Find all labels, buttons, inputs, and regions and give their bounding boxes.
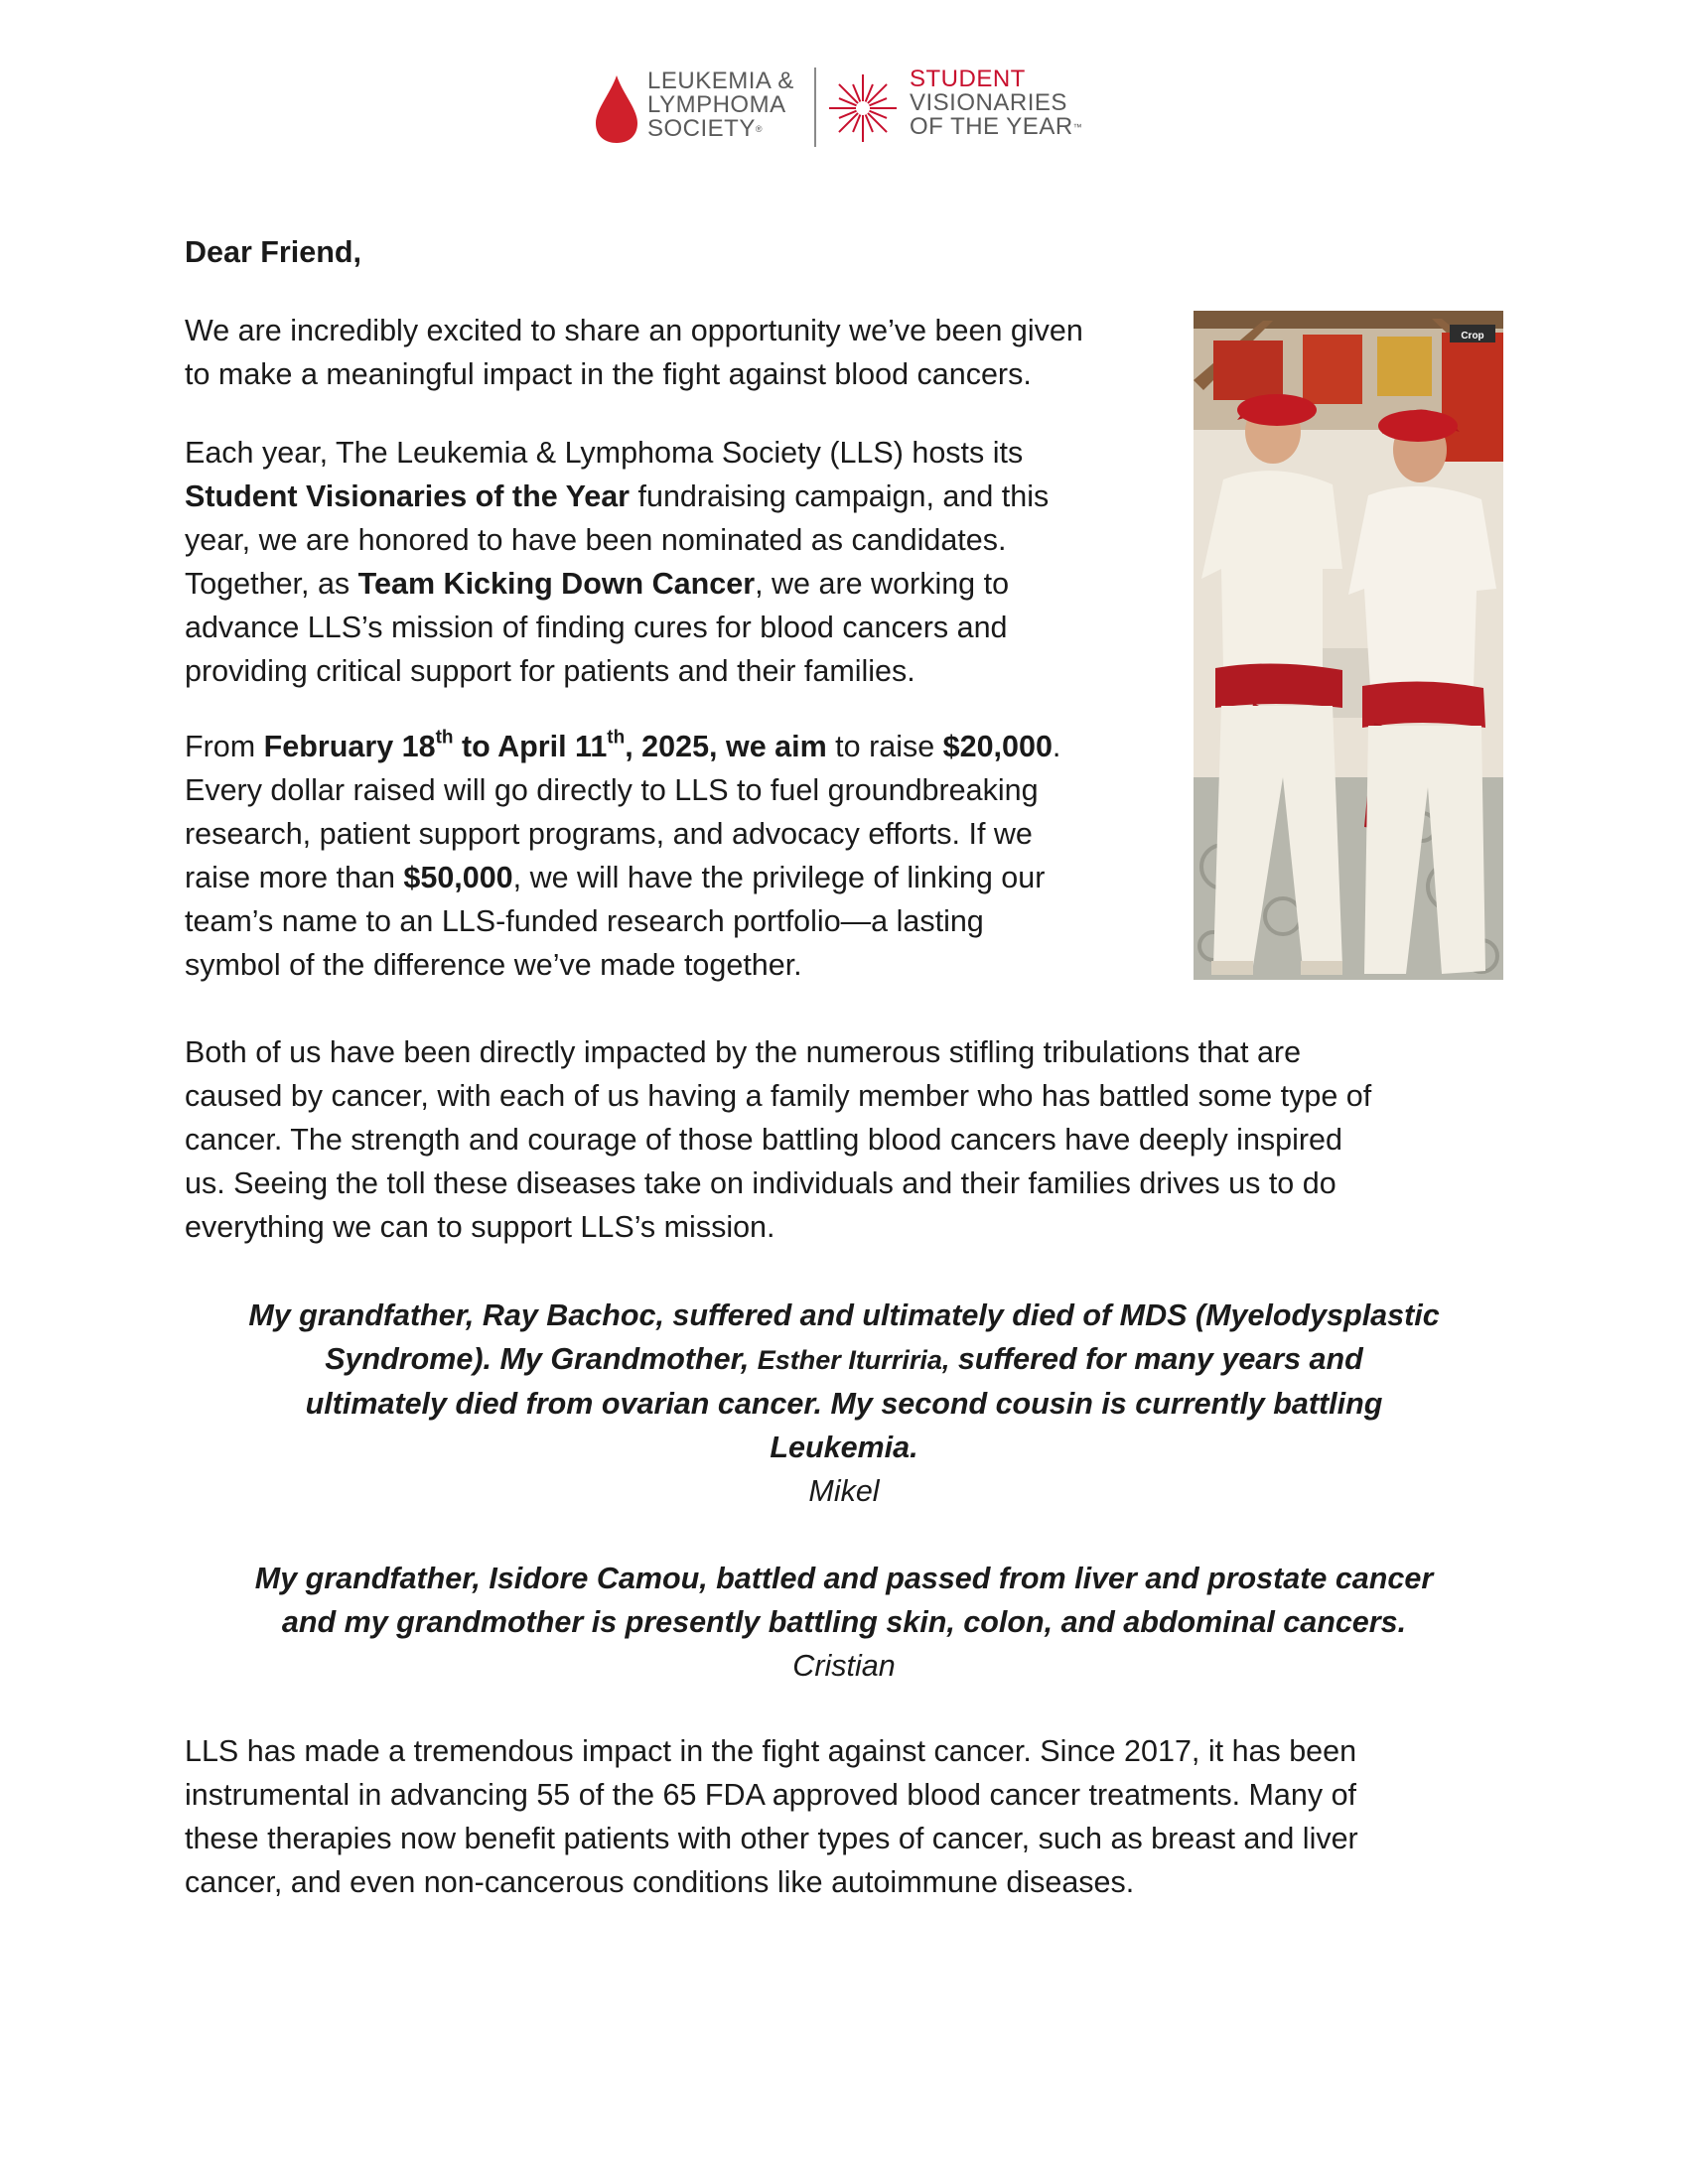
signature-cristian: Cristian bbox=[792, 1649, 896, 1683]
paragraph-goal: From February 18th to April 11th, 2025, we aim to raise $20,000. Every dollar raised will go directly to LLS to fuel groundbreaking research, patient support programs, and advocacy efforts. If we raise more than $50,000, we will have the privilege of linking our team’s name to an LLS-funded research portfolio—a lasting symbol of the difference we’ve made together. bbox=[185, 727, 1061, 982]
lls-wordmark bbox=[647, 69, 794, 141]
paragraph-impact: Both of us have been directly impacted by the numerous stifling tribulations that are caused by cancer, with each of us having a family member who has battled some type of cancer. The strength and courage of those battling blood cancers have deeply inspired us. Seeing the toll these diseases take on individuals and their families drives us to do everything we can to support LLS’s mission. bbox=[185, 1035, 1372, 1244]
starburst-icon bbox=[826, 71, 900, 145]
paragraph-campaign: Each year, The Leukemia & Lymphoma Society (LLS) hosts its Student Visionaries of the Year fundraising campaign, and this year, we are honored to have been nominated as candidates. Together, as Team Kicking Down Cancer, we are working to advance LLS’s mission of finding cures for blood cancers and providing critical support for patients and their families. bbox=[185, 436, 1050, 688]
quote-cristian: My grandfather, Isidore Camou, battled and passed from liver and prostate cancer and my grandmother is presently battling skin, colon, and abdominal cancers. Cristian bbox=[149, 1557, 1539, 1688]
blood-drop-icon bbox=[594, 73, 639, 145]
signature-mikel: Mikel bbox=[808, 1474, 880, 1508]
paragraph-intro: We are incredibly excited to share an opportunity we’ve been given to make a meaningful impact in the fight against blood cancers. bbox=[185, 314, 1083, 391]
quote-mikel: My grandfather, Ray Bachoc, suffered and ultimately died of MDS (Myelodysplastic Syndrome). My Grandmother, Esther Iturriria, suffered for many years and ultimately died from ovarian cancer. My second cousin is currently battling Leukemia. Mikel bbox=[149, 1294, 1539, 1513]
svy-line-1: STUDENT bbox=[910, 66, 1026, 92]
greeting: Dear Friend, bbox=[185, 235, 361, 269]
header-logo bbox=[594, 64, 1110, 149]
photo-sign: Crop bbox=[1461, 331, 1484, 341]
team-photo bbox=[1194, 311, 1503, 980]
svy-line-2: VISIONARIES bbox=[910, 89, 1067, 116]
svy-wordmark bbox=[910, 68, 1082, 139]
lls-line-3: SOCIETY® bbox=[647, 115, 763, 142]
lls-line-1: LEUKEMIA & bbox=[647, 68, 794, 94]
logo-divider bbox=[814, 68, 816, 147]
svy-line-3: OF THE YEAR™ bbox=[910, 113, 1083, 140]
lls-line-2: LYMPHOMA bbox=[647, 91, 786, 118]
paragraph-lls-impact: LLS has made a tremendous impact in the fight against cancer. Since 2017, it has been instrumental in advancing 55 of the 65 FDA approved blood cancer treatments. Many of these therapies now benefit patients with other types of cancer, such as breast and liver cancer, and even non-cancerous conditions like autoimmune diseases. bbox=[185, 1734, 1358, 1899]
